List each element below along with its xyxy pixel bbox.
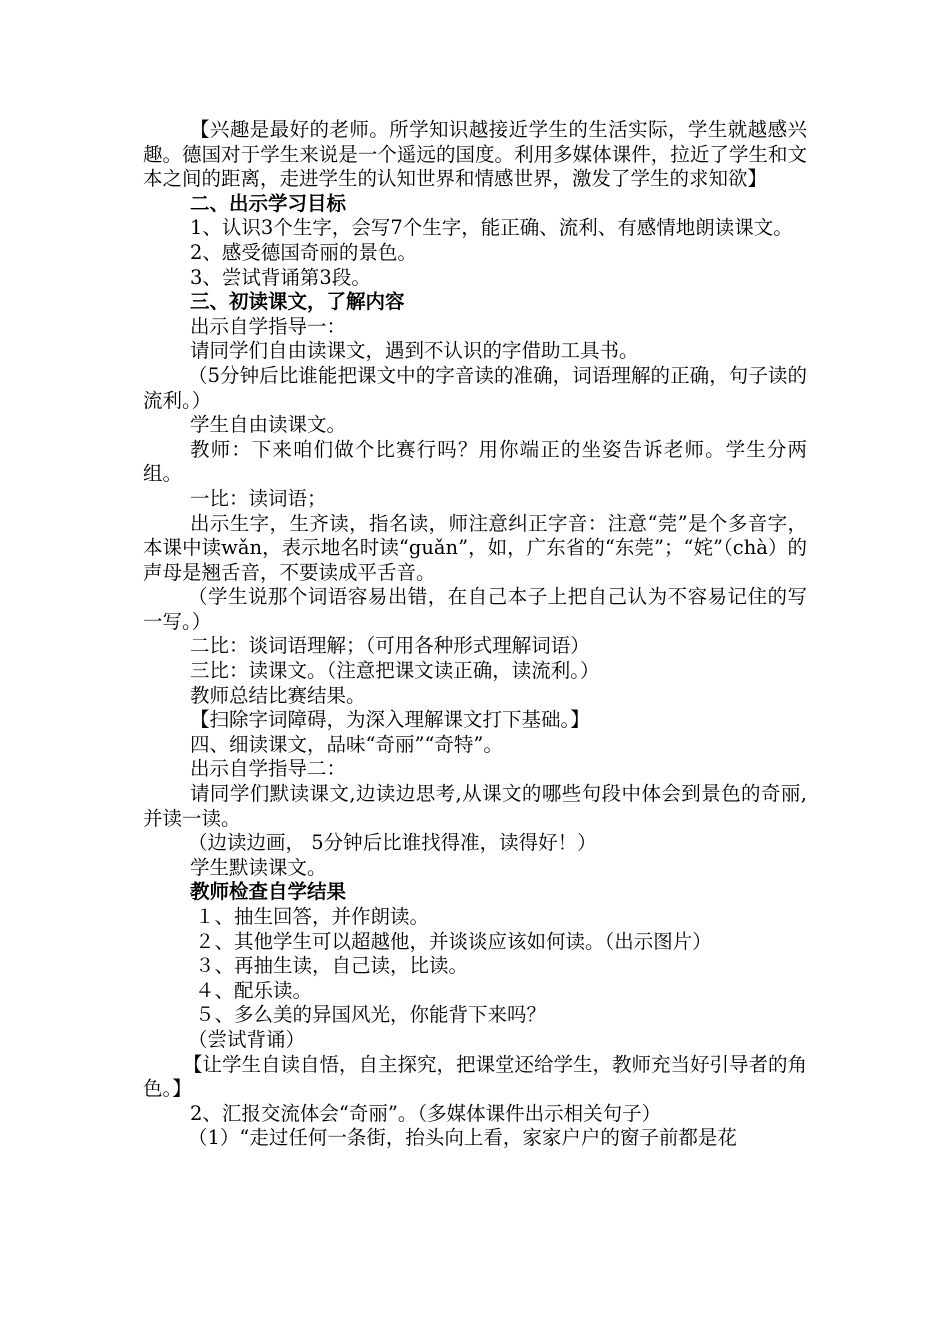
section-heading: 二、出示学习目标: [190, 191, 347, 215]
section-heading: 三、初读课文，了解内容: [190, 290, 405, 314]
list-item: ４、配乐读。: [195, 978, 313, 1002]
list-item: ３、再抽生读，自己读，比读。: [195, 954, 469, 978]
paragraph-note: 【兴趣是最好的老师。所学知识越接近学生的生活实际，学生就越感兴趣。德国对于学生来说是一个遥远的国度。利用多媒体课件，拉近了学生和文本之间的距离，走进学生的认知世界和情感世界，激发了学生的求知欲】: [143, 118, 807, 191]
paragraph-note: 【扫除字词障碍，为深入理解课文打下基础。】: [190, 708, 590, 732]
paragraph: （边读边画， 5分钟后比谁找得准，读得好！）: [188, 831, 597, 855]
list-item: １、抽生回答，并作朗读。: [195, 905, 430, 928]
paragraph: 请同学们自由读课文，遇到不认识的字借助工具书。: [190, 339, 639, 363]
list-item: ２、其他学生可以超越他，并谈谈应该如何读。（出示图片）: [195, 929, 712, 953]
paragraph: 学生自由读课文。: [190, 413, 347, 437]
document-page: [143, 118, 807, 1151]
paragraph: 出示生字，生齐读，指名读，师注意纠正字音：注意“莞”是个多音字，本课中读wǎn，表示地名时读“guǎn”，如，广东省的“东莞”；“姹”（chà）的声母是翘舌音，不要读成平舌音。: [143, 511, 807, 584]
paragraph: 教师：下来咱们做个比赛行吗？用你端正的坐姿告诉老师。学生分两组。: [143, 437, 807, 486]
paragraph: （5分钟后比谁能把课文中的字音读的准确，词语理解的正确，句子读的流利。）: [143, 363, 807, 412]
paragraph: 3、尝试背诵第3段。: [190, 265, 371, 289]
paragraph: （学生说那个词语容易出错，在自己本子上把自己认为不容易记住的写一写。）: [143, 585, 807, 633]
list-item: ５、多么美的异国风光，你能背下来吗？: [195, 1003, 547, 1027]
paragraph: 1、认识3个生字，会写7个生字，能正确、流利、有感情地朗读课文。: [190, 216, 793, 240]
paragraph: 出示自学指导二：: [190, 757, 347, 781]
paragraph: 教师总结比赛结果。: [190, 683, 366, 707]
paragraph: 一比：读词语；: [190, 486, 327, 510]
paragraph: 三比：读课文。（注意把课文读正确，读流利。）: [190, 659, 600, 683]
paragraph: （1）“走过任何一条街，抬头向上看，家家户户的窗子前都是花: [188, 1126, 737, 1150]
section-heading: 教师检查自学结果: [190, 880, 347, 904]
paragraph: （尝试背诵）: [188, 1027, 306, 1051]
paragraph: 2、感受德国奇丽的景色。: [190, 240, 417, 264]
section-heading: 四、细读课文，品味“奇丽”“奇特”。: [190, 732, 503, 756]
paragraph-note: 【让学生自读自悟，自主探究，把课堂还给学生，教师充当好引导者的角色。】: [143, 1052, 808, 1101]
paragraph: 学生默读课文。: [190, 855, 327, 879]
paragraph: 出示自学指导一：: [190, 314, 347, 338]
paragraph: 请同学们默读课文,边读边思考,从课文的哪些句段中体会到景色的奇丽,并读一读。: [143, 782, 807, 830]
paragraph: 2、汇报交流体会“奇丽”。（多媒体课件出示相关句子）: [190, 1101, 662, 1125]
paragraph: 二比：谈词语理解；（可用各种形式理解词语）: [190, 634, 590, 658]
